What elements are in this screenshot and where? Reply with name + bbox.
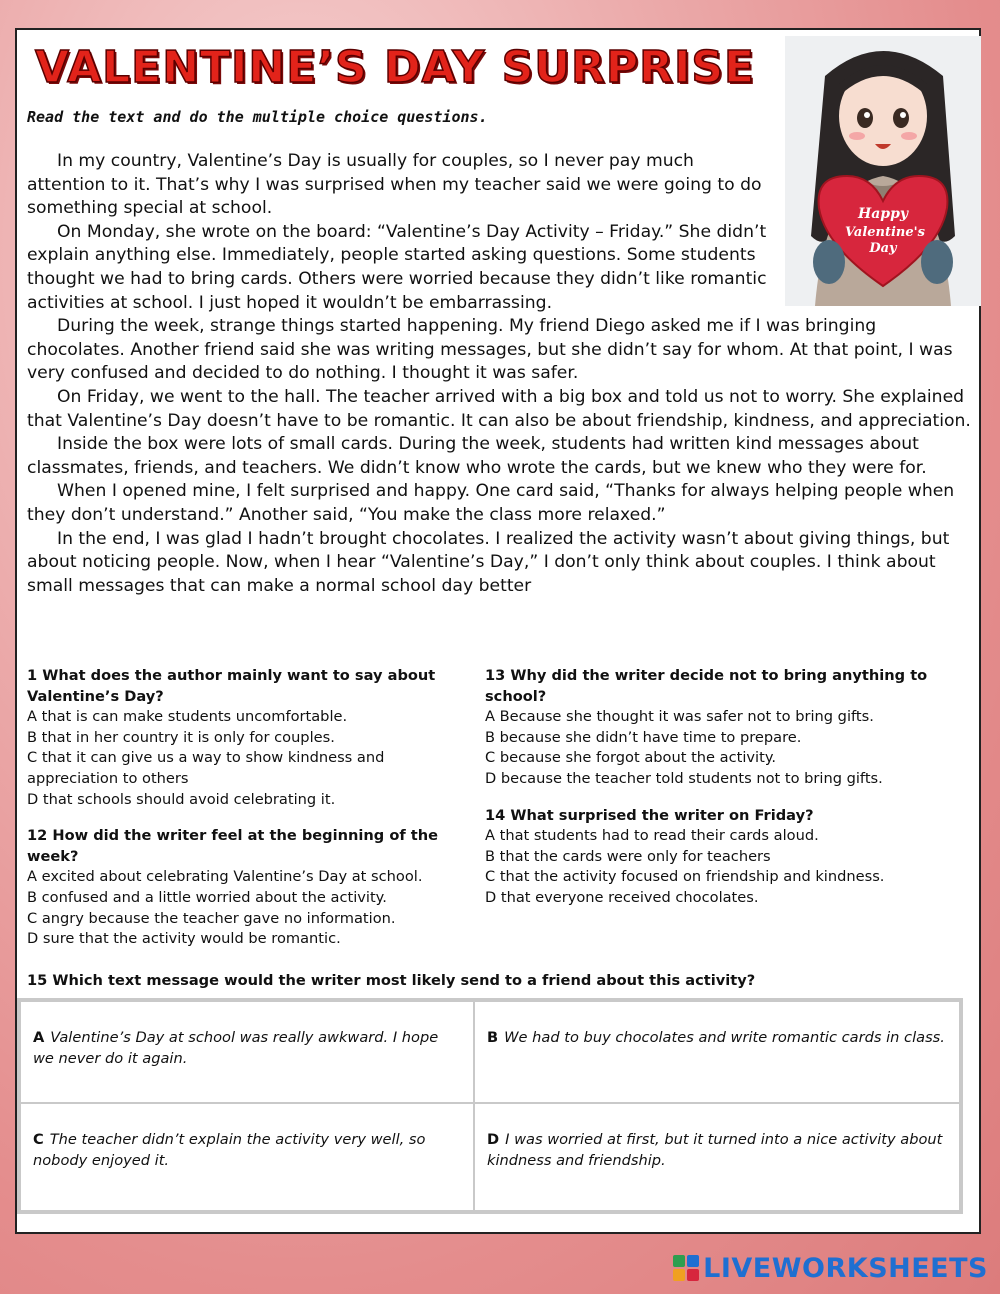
story-paragraph-2: On Monday, she wrote on the board: “Valentine’s Day Activity – Friday.” She didn’t explain anything else. Immediately, people started asking questions. Some students thought we had to bring cards. Others were worried because they didn’t like romantic activities at school. I just hoped it wouldn’t be embarrassing. [27, 221, 767, 313]
story-paragraph-4: On Friday, we went to the hall. The teacher arrived with a big box and told us not to worry. She explained that Valentine’s Day doesn’t have to be romantic. It can also be about friendship, kindness, and appreciation. [27, 386, 971, 431]
heart-text-line-3: Day [869, 241, 897, 256]
question-1-option-a[interactable]: A that is can make students uncomfortable. [27, 708, 348, 726]
question-12-text: 12 How did the writer feel at the beginning of the week? [27, 827, 439, 865]
option-letter: D [487, 1131, 500, 1148]
liveworksheets-logo-icon [673, 1255, 699, 1281]
question-12-option-c[interactable]: C angry because the teacher gave no information. [27, 909, 396, 927]
question-15-option-c[interactable] [20, 1103, 474, 1211]
heart-text-line-2: Valentine's [845, 225, 925, 240]
question-14-option-b[interactable]: B that the cards were only for teachers [485, 847, 771, 865]
option-text: We had to buy chocolates and write romantic cards in class. [504, 1029, 945, 1046]
story-paragraph-1: In my country, Valentine’s Day is usually for couples, so I never pay much attention to it. That’s why I was surprised when my teacher said we were going to do something special at school. [27, 151, 762, 219]
page-title: VALENTINE’S DAY SURPRISE [35, 42, 756, 93]
option-letter: B [487, 1029, 499, 1046]
question-14-option-d[interactable]: D that everyone received chocolates. [485, 888, 759, 906]
brand-name: LIVEWORKSHEETS [703, 1252, 988, 1284]
question-1-text: 1 What does the author mainly want to say about Valentine’s Day? [27, 667, 436, 705]
question-1-option-b[interactable]: B that in her country it is only for couples. [27, 728, 335, 746]
option-text: I was worried at first, but it turned into a nice activity about kindness and friendship. [487, 1131, 943, 1169]
question-1-option-d[interactable]: D that schools should avoid celebrating it. [27, 790, 336, 808]
story-paragraph-7: In the end, I was glad I hadn’t brought chocolates. I realized the activity wasn’t about giving things, but about noticing people. Now, when I hear “Valentine’s Day,” I don’t only think about couples. I think about small messages that can make a normal school day better [27, 528, 950, 596]
question-1-option-c[interactable]: C that it can give us a way to show kindness and appreciation to others [27, 749, 385, 787]
question-13 [485, 666, 963, 790]
option-text: Valentine’s Day at school was really awkward. I hope we never do it again. [33, 1029, 439, 1067]
heart-text-line-1: Happy [857, 206, 909, 222]
story-text [27, 150, 973, 598]
worksheet [15, 28, 981, 1234]
question-12-option-b[interactable]: B confused and a little worried about the activity. [27, 888, 387, 906]
question-13-text: 13 Why did the writer decide not to bring anything to school? [485, 667, 928, 705]
questions-right-column [485, 666, 963, 925]
question-13-option-a[interactable]: A Because she thought it was safer not to bring gifts. [485, 708, 874, 726]
question-13-option-d[interactable]: D because the teacher told students not to bring gifts. [485, 769, 883, 787]
question-15-option-a[interactable] [20, 1001, 474, 1103]
liveworksheets-brand[interactable] [673, 1252, 988, 1284]
story-paragraph-3: During the week, strange things started happening. My friend Diego asked me if I was bringing chocolates. Another friend said she was writing messages, but she didn’t say for whom. At that point, I was very confused and decided to do nothing. I thought it was safer. [27, 316, 953, 384]
question-15-option-d[interactable] [474, 1103, 960, 1211]
questions-left-column [27, 666, 463, 966]
question-13-option-c[interactable]: C because she forgot about the activity. [485, 749, 777, 767]
option-letter: A [33, 1029, 45, 1046]
instructions: Read the text and do the multiple choice questions. [27, 108, 488, 126]
question-1 [27, 666, 463, 810]
option-text: The teacher didn’t explain the activity very well, so nobody enjoyed it. [33, 1131, 426, 1169]
story-paragraph-5: Inside the box were lots of small cards. During the week, students had written kind messages about classmates, friends, and teachers. We didn’t know who wrote the cards, but we knew who they were for. [27, 434, 927, 478]
question-14 [485, 806, 963, 909]
question-15-options-grid [17, 998, 963, 1214]
question-14-text: 14 What surprised the writer on Friday? [485, 806, 814, 824]
option-letter: C [33, 1131, 44, 1148]
question-12-option-d[interactable]: D sure that the activity would be romantic. [27, 930, 341, 948]
question-14-option-c[interactable]: C that the activity focused on friendship and kindness. [485, 868, 885, 886]
question-15-option-b[interactable] [474, 1001, 960, 1103]
story-paragraph-6: When I opened mine, I felt surprised and happy. One card said, “Thanks for always helping people when they don’t understand.” Another said, “You make the class more relaxed.” [27, 481, 955, 525]
question-14-option-a[interactable]: A that students had to read their cards aloud. [485, 827, 819, 845]
question-12-option-a[interactable]: A excited about celebrating Valentine’s Day at school. [27, 868, 423, 886]
question-12 [27, 826, 463, 950]
question-15-text: 15 Which text message would the writer most likely send to a friend about this activity? [27, 972, 756, 989]
question-13-option-b[interactable]: B because she didn’t have time to prepare. [485, 728, 802, 746]
